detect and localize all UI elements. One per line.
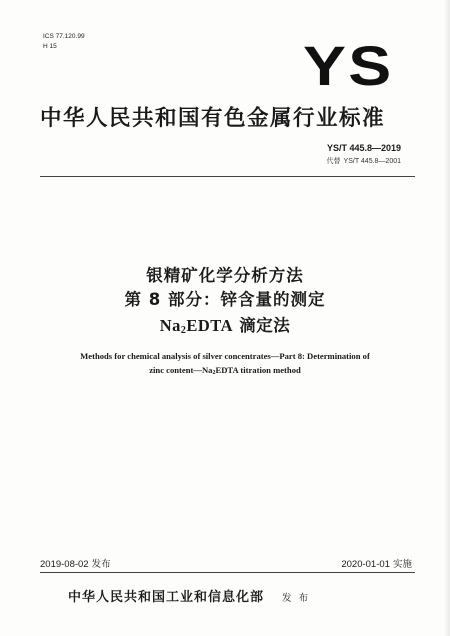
english-title-rest: EDTA titration method [215, 365, 301, 375]
title-subscript: 2 [180, 325, 187, 336]
replaces-label: 代替 [326, 157, 341, 165]
publisher-name: 中华人民共和国工业和信息化部 [68, 590, 265, 605]
implement-date: 2020-01-01 [341, 559, 390, 570]
implement-label: 实施 [392, 559, 412, 570]
issue-label: 发布 [91, 559, 111, 570]
implement-date-line [341, 556, 412, 570]
publisher-action: 发 布 [282, 593, 311, 604]
english-title-line-1: Methods for chemical analysis of silver concentrates—Part 8: Determination of [80, 351, 370, 361]
top-divider [40, 176, 415, 177]
chinese-title-line-2: 第 8 部分：锌含量的测定 [124, 290, 326, 309]
ics-code: ICS 77.120.99 [43, 33, 85, 40]
replaces-code: YS/T 445.8—2001 [343, 158, 401, 165]
publisher-line [68, 586, 310, 605]
classification-codes [43, 32, 85, 52]
english-title-line-2 [0, 365, 450, 376]
title-edta: EDTA [186, 316, 234, 335]
replaces-line [327, 156, 401, 166]
ys-logo: YS [303, 34, 394, 97]
ccs-code: H 15 [43, 43, 57, 50]
title-na: Na [159, 316, 181, 335]
standard-category-title: 中华人民共和国有色金属行业标准 [40, 106, 386, 131]
bottom-divider [40, 572, 415, 573]
title-method: 滴定法 [233, 316, 291, 335]
english-title-prefix: zinc content—Na [149, 365, 213, 375]
english-title-subscript: 2 [212, 370, 216, 376]
chinese-title-line-1: 银精矿化学分析方法 [146, 266, 304, 285]
issue-date-line [40, 556, 111, 570]
issue-date: 2019-08-02 [40, 559, 89, 570]
chinese-title-line-3 [0, 312, 450, 336]
standard-number: YS/T 445.8—2019 [326, 143, 401, 153]
